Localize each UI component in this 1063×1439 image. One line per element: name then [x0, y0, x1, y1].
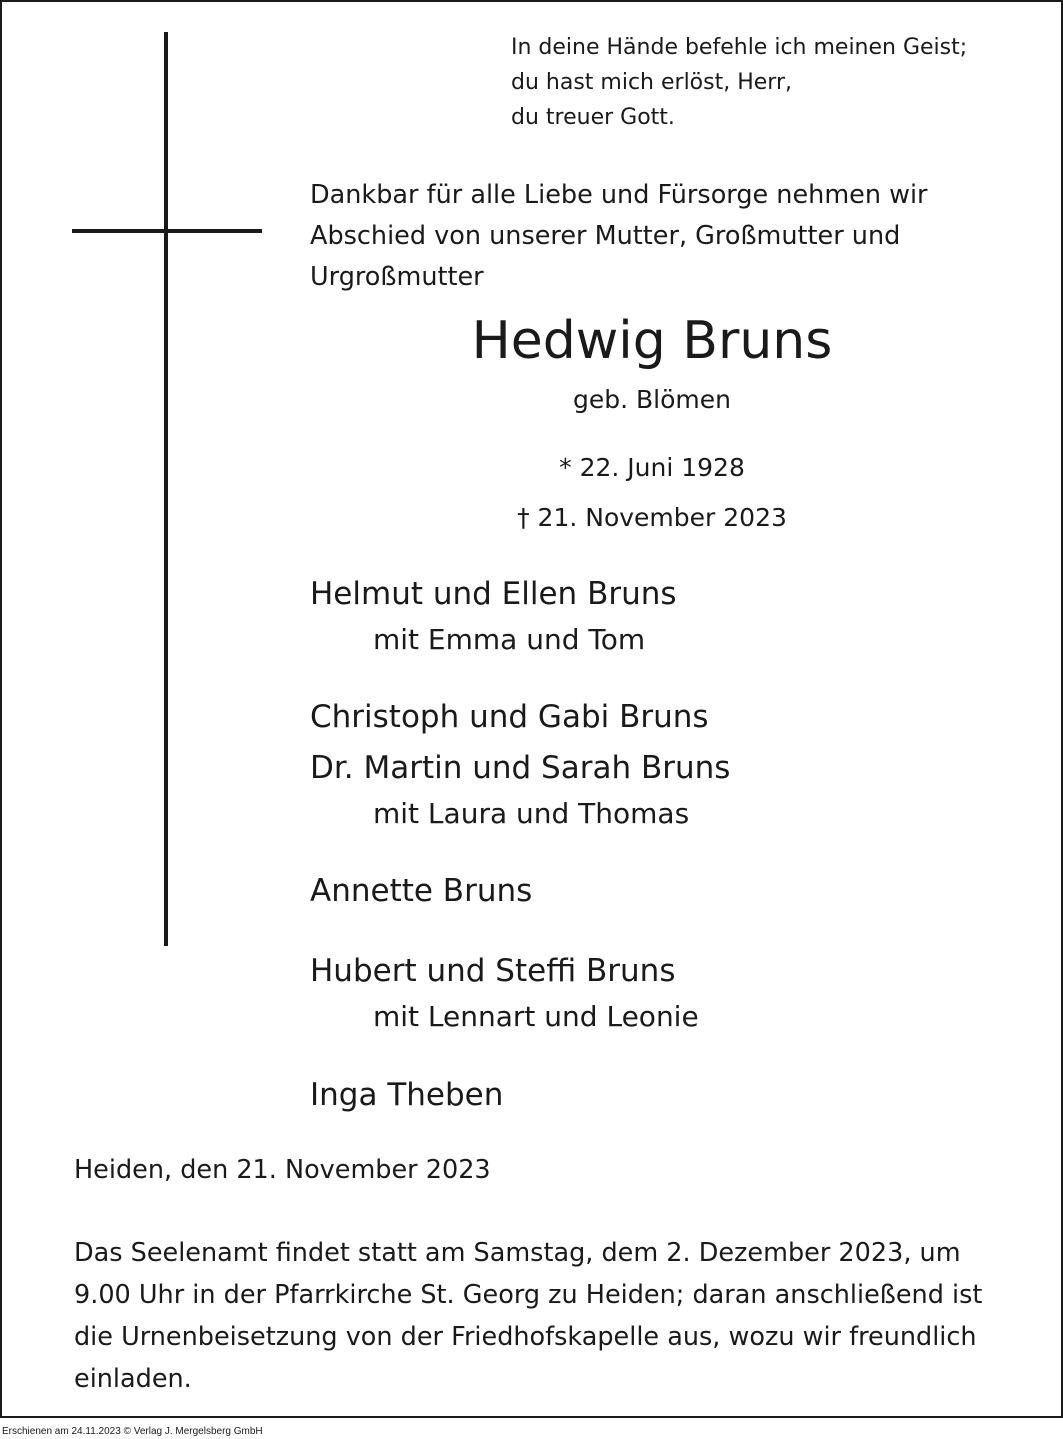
mourner-name: Dr. Martin und Sarah Bruns [310, 750, 731, 786]
intro-line: Dankbar für alle Liebe und Fürsorge nehmen wir [310, 180, 928, 210]
service-line: die Urnenbeisetzung von der Friedhofskapelle aus, wozu wir freundlich [74, 1322, 977, 1352]
mourner-name: Hubert und Steffi Bruns [310, 953, 676, 989]
death-date: † 21. November 2023 [517, 503, 787, 532]
cross-icon [164, 32, 168, 946]
mourner-name: Christoph und Gabi Bruns [310, 699, 709, 735]
publication-footer: Erschienen am 24.11.2023 © Verlag J. Mergelsberg GmbH [2, 1426, 263, 1437]
service-notice [74, 1232, 1004, 1400]
service-line: Das Seelenamt findet statt am Samstag, dem 2. Dezember 2023, um [74, 1238, 961, 1268]
service-line: einladen. [74, 1364, 192, 1394]
intro-line: Urgroßmutter [310, 262, 484, 292]
place-and-date: Heiden, den 21. November 2023 [74, 1155, 491, 1185]
intro-text [310, 175, 928, 298]
mourner-name: Annette Bruns [310, 873, 533, 909]
service-line: 9.00 Uhr in der Pfarrkirche St. Georg zu Heiden; daran anschließend ist [74, 1280, 983, 1310]
psalm-verse [511, 30, 967, 135]
psalm-line: In deine Hände befehle ich meinen Geist; [511, 35, 968, 60]
birth-date: * 22. Juni 1928 [559, 453, 745, 482]
birth-name: geb. Blömen [573, 385, 731, 414]
deceased-name: Hedwig Bruns [471, 311, 833, 371]
psalm-line: du hast mich erlöst, Herr, [511, 70, 792, 95]
mourner-children: mit Emma und Tom [373, 623, 646, 656]
mourner-name: Inga Theben [310, 1077, 504, 1113]
mourner-children: mit Laura und Thomas [373, 797, 690, 830]
mourner-name: Helmut und Ellen Bruns [310, 576, 677, 612]
psalm-line: du treuer Gott. [511, 105, 675, 130]
mourner-children: mit Lennart und Leonie [373, 1000, 699, 1033]
cross-icon-bar [72, 229, 262, 233]
intro-line: Abschied von unserer Mutter, Großmutter und [310, 221, 901, 251]
